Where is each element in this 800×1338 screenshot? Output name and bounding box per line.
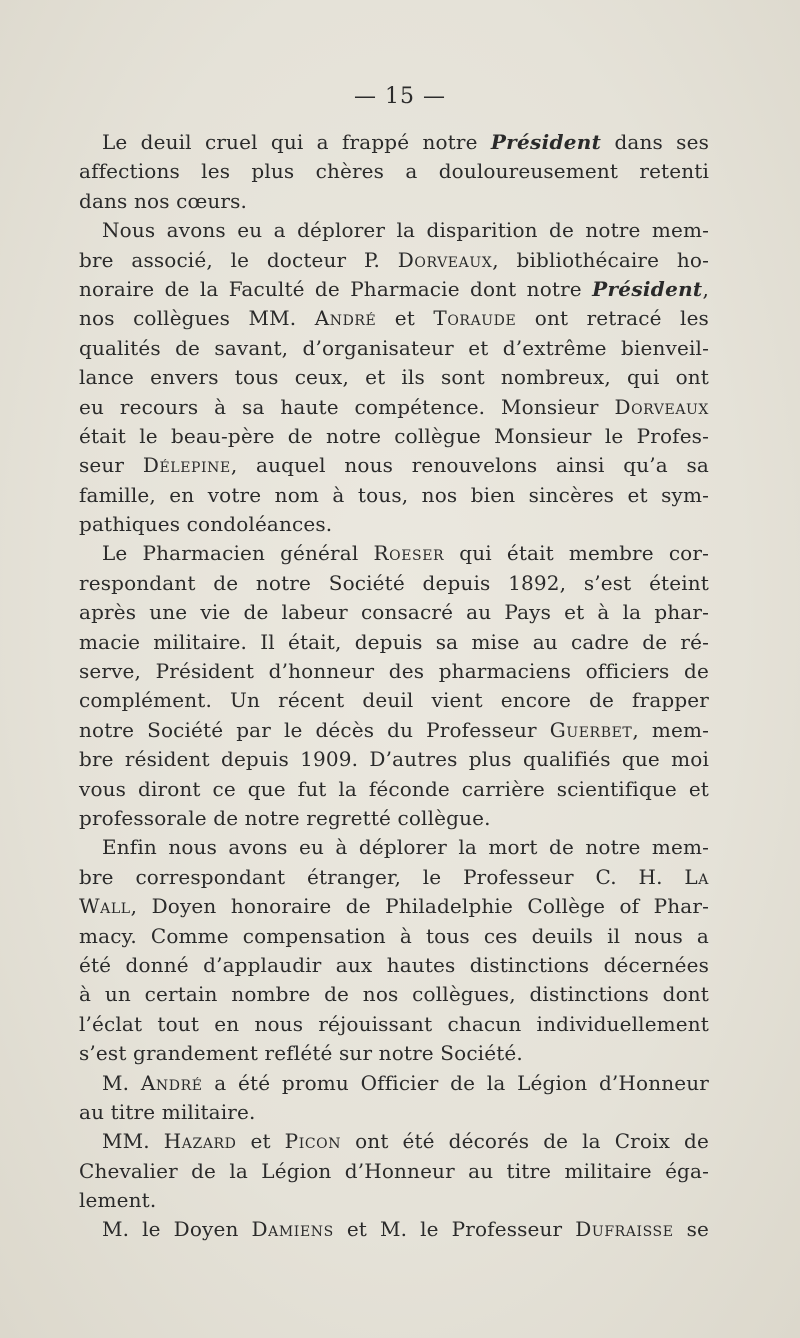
text-run: dans nos cœurs. bbox=[79, 188, 248, 213]
text-line bbox=[79, 686, 709, 715]
text-run: MM. bbox=[102, 1129, 164, 1154]
text-run: après une vie de labeur consacré au Pays et à la phar- bbox=[79, 600, 709, 625]
text-run: pathiques condoléances. bbox=[79, 512, 333, 537]
name-small-caps: André bbox=[140, 1070, 203, 1095]
text-run: respondant de notre Société depuis 1892, s’est éteint bbox=[79, 570, 709, 595]
text-line bbox=[79, 863, 709, 892]
text-run: à un certain nombre de nos collègues, distinctions dont bbox=[79, 982, 709, 1007]
page-number: — 15 — bbox=[354, 84, 446, 109]
emphasis-text: Président bbox=[490, 130, 602, 154]
text-run: au titre militaire. bbox=[79, 1099, 256, 1124]
text-run: M. bbox=[102, 1070, 141, 1095]
text-run: bre associé, le docteur P. bbox=[79, 247, 398, 272]
text-line bbox=[79, 1157, 709, 1186]
text-run: Chevalier de la Légion d’Honneur au titre militaire éga- bbox=[79, 1158, 709, 1183]
text-line bbox=[79, 539, 709, 568]
text-line bbox=[79, 745, 709, 774]
text-run: Le deuil cruel qui a frappé notre bbox=[102, 130, 491, 154]
text-run: Le Pharmacien général bbox=[102, 541, 374, 566]
name-small-caps: La bbox=[684, 864, 709, 889]
text-run: Enfin nous avons eu à déplorer la mort de notre mem- bbox=[102, 835, 709, 860]
text-run: vous diront ce que fut la féconde carrière scientifique et bbox=[79, 776, 709, 801]
text-run: dans ses bbox=[601, 130, 709, 154]
text-run: professorale de notre regretté collègue. bbox=[79, 805, 491, 830]
text-line bbox=[79, 1215, 709, 1244]
text-run: lance envers tous ceux, et ils sont nombreux, qui ont bbox=[79, 365, 709, 390]
text-run: qui était membre cor- bbox=[444, 541, 709, 566]
text-run: Nous avons eu a déplorer la disparition de notre mem- bbox=[102, 218, 709, 243]
text-line bbox=[79, 128, 709, 157]
text-line bbox=[79, 892, 709, 921]
text-run: complément. Un récent deuil vient encore de frapper bbox=[79, 688, 709, 713]
text-line bbox=[79, 804, 709, 833]
text-line bbox=[79, 1039, 709, 1068]
text-run: et bbox=[236, 1129, 285, 1154]
name-small-caps: Roeser bbox=[373, 541, 445, 566]
text-line bbox=[79, 246, 709, 275]
text-run: était le beau-père de notre collègue Monsieur le Profes- bbox=[79, 423, 709, 448]
name-small-caps: Guerbet bbox=[549, 717, 633, 742]
text-line bbox=[79, 628, 709, 657]
text-run: , mem- bbox=[632, 717, 709, 742]
text-line bbox=[79, 481, 709, 510]
name-small-caps: André bbox=[314, 306, 377, 331]
text-line bbox=[79, 775, 709, 804]
text-run: noraire de la Faculté de Pharmacie dont notre bbox=[79, 276, 593, 301]
text-line bbox=[79, 1098, 709, 1127]
text-line bbox=[79, 157, 709, 186]
text-line bbox=[79, 304, 709, 333]
text-run: s’est grandement reflété sur notre Société. bbox=[79, 1041, 523, 1066]
text-run: ont retracé les bbox=[516, 306, 709, 331]
name-small-caps: Dorveaux bbox=[614, 394, 709, 419]
text-run: affections les plus chères a douloureusement retenti bbox=[79, 159, 709, 184]
text-line bbox=[79, 569, 709, 598]
text-run: nos collègues MM. bbox=[79, 306, 315, 331]
text-line bbox=[79, 510, 709, 539]
text-line bbox=[79, 187, 709, 216]
text-run: seur bbox=[79, 453, 143, 478]
text-run: M. le Doyen bbox=[102, 1217, 252, 1242]
body-text bbox=[79, 128, 709, 1245]
name-small-caps: Dufraisse bbox=[575, 1217, 674, 1242]
text-line bbox=[79, 393, 709, 422]
text-run: macy. Comme compensation à tous ces deuils il nous a bbox=[79, 923, 709, 948]
text-run: lement. bbox=[79, 1188, 157, 1213]
text-run: , auquel nous renouvelons ainsi qu’a sa bbox=[230, 453, 709, 478]
text-run: bre résident depuis 1909. D’autres plus qualifiés que moi bbox=[79, 747, 709, 772]
text-run: l’éclat tout en nous réjouissant chacun individuellement bbox=[79, 1011, 709, 1036]
text-run: , bibliothécaire ho- bbox=[492, 247, 709, 272]
text-line bbox=[79, 1069, 709, 1098]
text-line bbox=[79, 334, 709, 363]
name-small-caps: Hazard bbox=[163, 1129, 237, 1154]
text-line bbox=[79, 833, 709, 862]
text-line bbox=[79, 451, 709, 480]
text-line bbox=[79, 1127, 709, 1156]
text-run: se bbox=[673, 1217, 709, 1242]
text-run: notre Société par le décès du Professeur bbox=[79, 717, 550, 742]
name-small-caps: Damiens bbox=[251, 1217, 334, 1242]
text-run: qualités de savant, d’organisateur et d’extrême bienveil- bbox=[79, 335, 709, 360]
text-run: et bbox=[376, 306, 434, 331]
name-small-caps: Dorveaux bbox=[397, 247, 493, 272]
text-line bbox=[79, 951, 709, 980]
text-run: a été promu Officier de la Légion d’Honneur bbox=[202, 1070, 709, 1095]
text-line bbox=[79, 980, 709, 1009]
text-line bbox=[79, 1186, 709, 1215]
text-line bbox=[79, 598, 709, 627]
text-run: , Doyen honoraire de Philadelphie Collège of Phar- bbox=[130, 894, 709, 919]
text-run: serve, Président d’honneur des pharmaciens officiers de bbox=[79, 659, 709, 684]
text-line bbox=[79, 922, 709, 951]
text-line bbox=[79, 275, 709, 304]
text-run: et M. le Professeur bbox=[333, 1217, 576, 1242]
name-small-caps: Wall bbox=[79, 894, 131, 919]
text-run: famille, en votre nom à tous, nos bien sincères et sym- bbox=[79, 482, 709, 507]
text-line bbox=[79, 716, 709, 745]
text-run: bre correspondant étranger, le Professeur C. H. bbox=[79, 864, 685, 889]
text-run: été donné d’applaudir aux hautes distinctions décernées bbox=[79, 952, 709, 977]
text-line bbox=[79, 422, 709, 451]
text-run: , bbox=[702, 276, 709, 301]
text-line bbox=[79, 363, 709, 392]
text-run: macie militaire. Il était, depuis sa mise au cadre de ré- bbox=[79, 629, 709, 654]
name-small-caps: Toraude bbox=[433, 306, 517, 331]
text-line bbox=[79, 216, 709, 245]
text-run: ont été décorés de la Croix de bbox=[341, 1129, 709, 1154]
name-small-caps: Délepine bbox=[142, 453, 231, 478]
name-small-caps: Picon bbox=[284, 1129, 342, 1154]
text-line bbox=[79, 1010, 709, 1039]
text-line bbox=[79, 657, 709, 686]
text-run: eu recours à sa haute compétence. Monsieur bbox=[79, 394, 615, 419]
emphasis-text: Président bbox=[592, 276, 703, 301]
